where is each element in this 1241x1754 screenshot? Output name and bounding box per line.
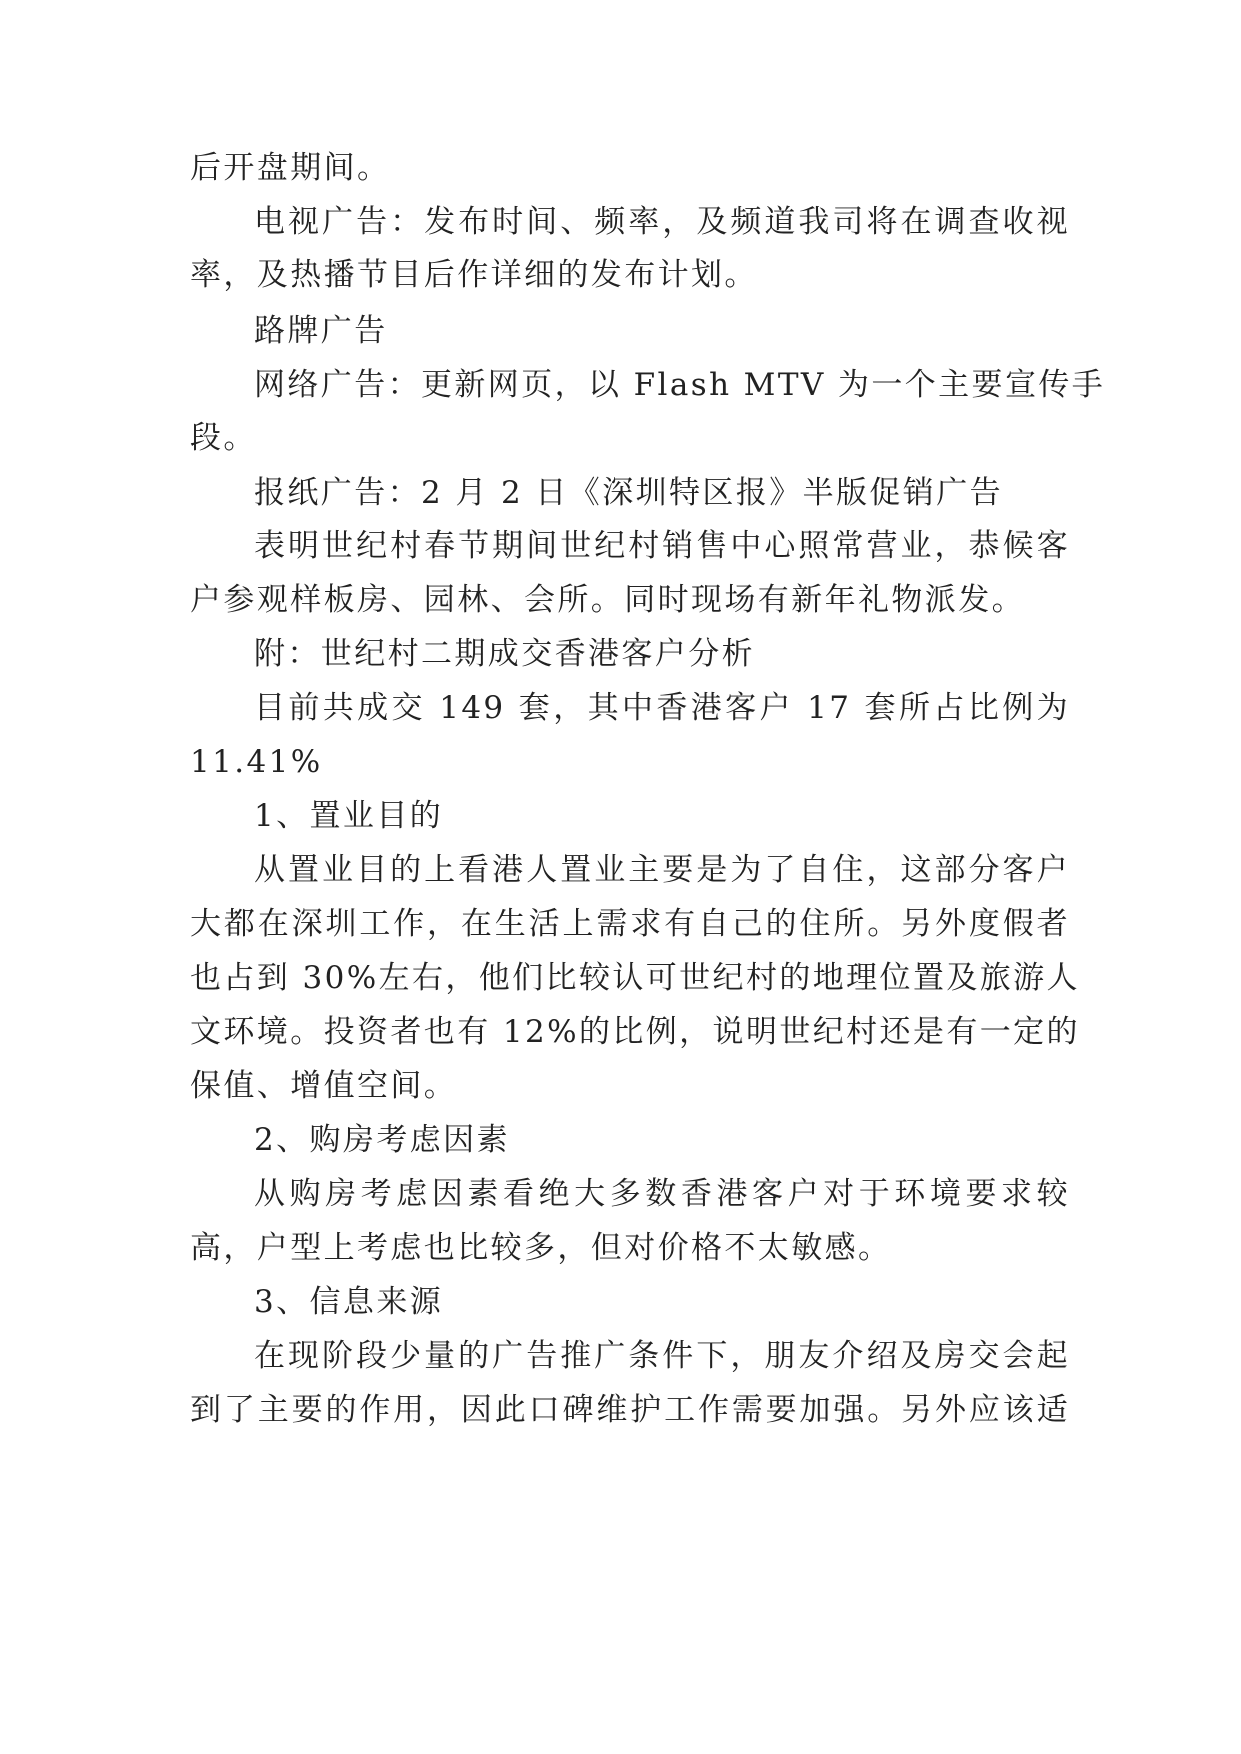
text-line-20: 从购房考虑因素看绝大多数香港客户对于环境要求较 <box>254 1176 1070 1212</box>
text-line-11: 目前共成交 149 套，其中香港客户 17 套所占比例为 <box>254 690 1070 726</box>
text-line-9: 户参观样板房、园林、会所。同时现场有新年礼物派发。 <box>190 582 1025 618</box>
text-line-21: 高，户型上考虑也比较多，但对价格不太敏感。 <box>190 1230 892 1266</box>
text-line-17: 文环境。投资者也有 12%的比例，说明世纪村还是有一定的 <box>190 1014 1080 1050</box>
text-line-6: 段。 <box>190 420 257 456</box>
text-line-14: 从置业目的上看港人置业主要是为了自住，这部分客户 <box>254 852 1070 888</box>
text-line-10: 附：世纪村二期成交香港客户分析 <box>254 636 755 672</box>
text-line-8: 表明世纪村春节期间世纪村销售中心照常营业，恭候客 <box>254 528 1070 564</box>
text-line-19: 2、购房考虑因素 <box>254 1122 510 1158</box>
text-line-2: 电视广告：发布时间、频率，及频道我司将在调查收视 <box>254 204 1070 240</box>
text-line-1: 后开盘期间。 <box>190 150 391 186</box>
text-line-3: 率，及热播节目后作详细的发布计划。 <box>190 257 758 293</box>
text-line-13: 1、置业目的 <box>254 798 444 834</box>
text-line-22: 3、信息来源 <box>254 1284 444 1320</box>
text-line-4: 路牌广告 <box>254 313 388 349</box>
text-line-16: 也占到 30%左右，他们比较认可世纪村的地理位置及旅游人 <box>190 960 1080 996</box>
text-line-23: 在现阶段少量的广告推广条件下，朋友介绍及房交会起 <box>254 1338 1070 1374</box>
text-line-24: 到了主要的作用，因此口碑维护工作需要加强。另外应该适 <box>190 1392 1070 1428</box>
text-line-15: 大都在深圳工作，在生活上需求有自己的住所。另外度假者 <box>190 906 1070 942</box>
text-line-12: 11.41% <box>190 744 323 780</box>
text-line-7: 报纸广告：2 月 2 日《深圳特区报》半版促销广告 <box>254 475 1004 511</box>
text-line-18: 保值、增值空间。 <box>190 1068 458 1104</box>
text-line-5: 网络广告：更新网页，以 Flash MTV 为一个主要宣传手 <box>254 367 1106 403</box>
